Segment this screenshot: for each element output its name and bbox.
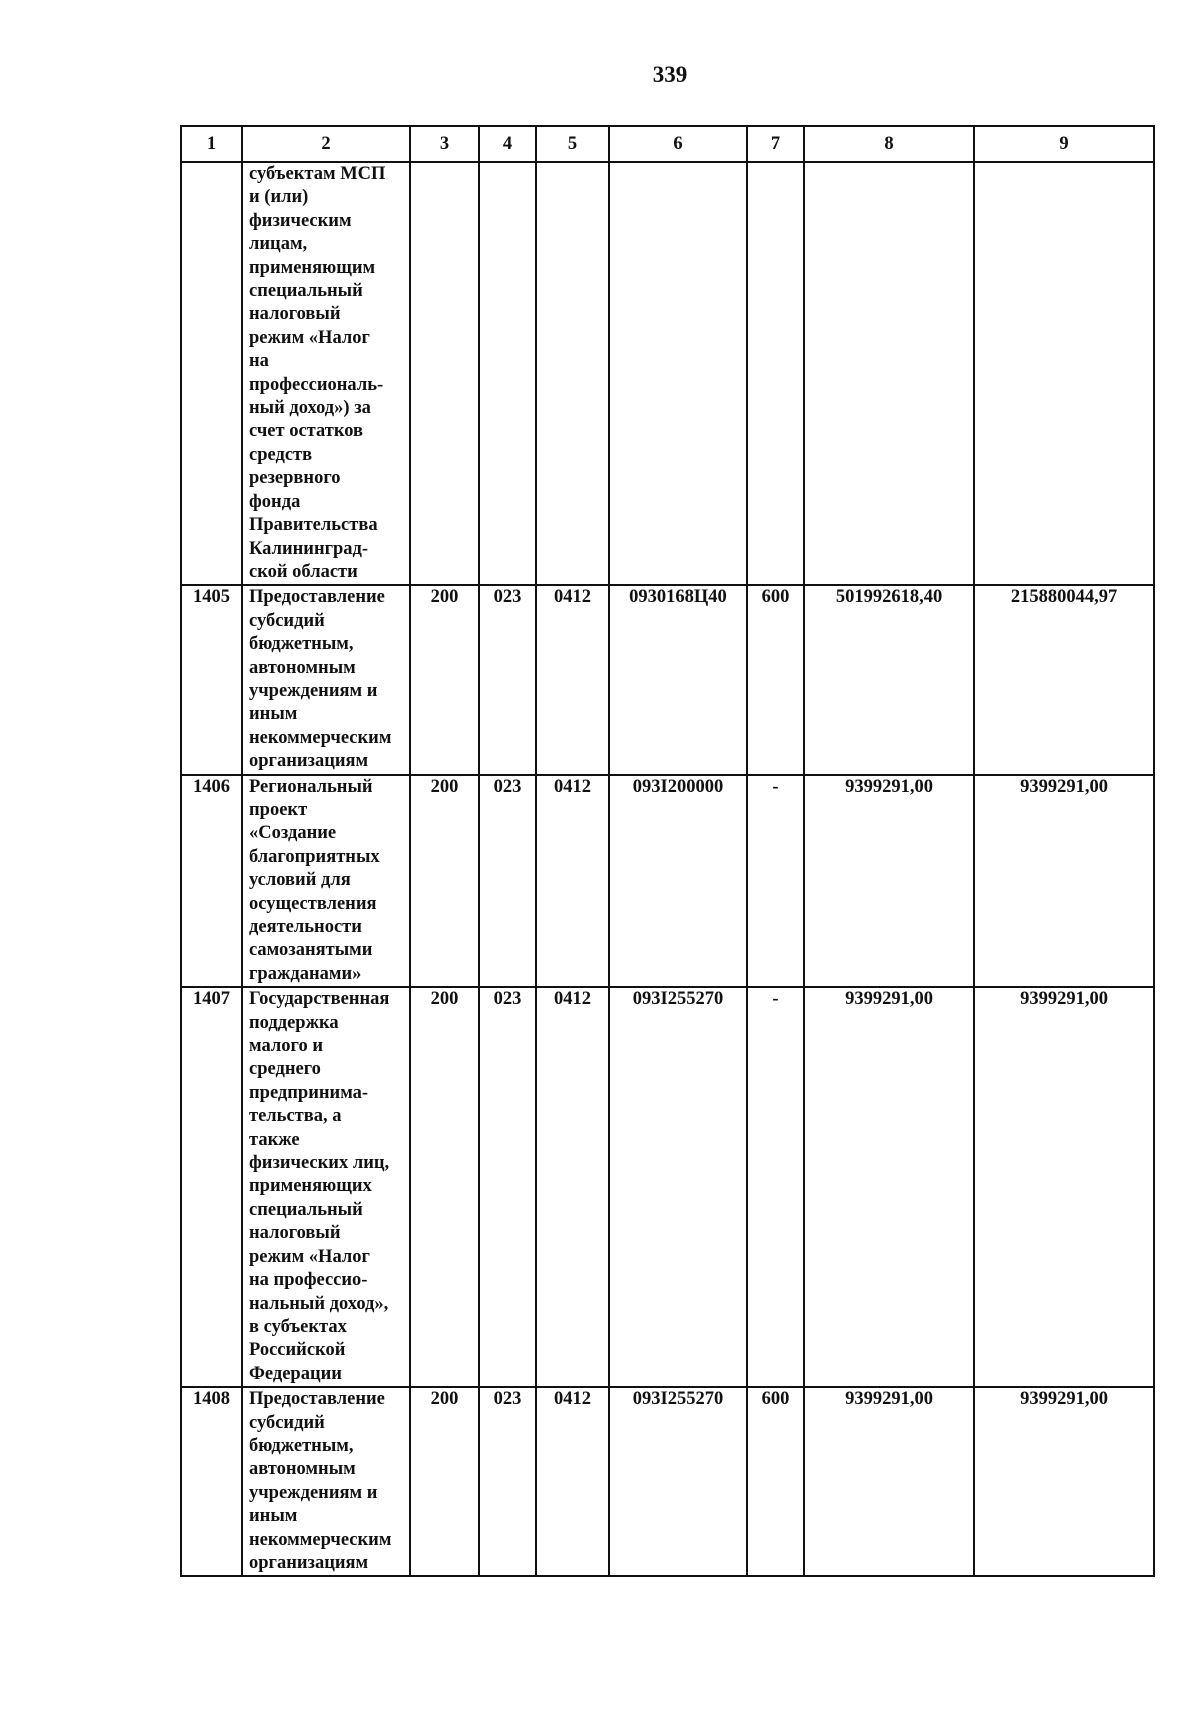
page-number: 339 bbox=[652, 62, 688, 87]
cell-col8: 9399291,00 bbox=[804, 775, 974, 988]
cell-col3 bbox=[410, 162, 479, 585]
row-number-cell bbox=[181, 162, 242, 585]
table-row bbox=[181, 987, 1154, 1387]
row-number-cell: 1407 bbox=[181, 987, 242, 1387]
row-name-cell: Государственная поддержка малого и среднего предпринима- тельства, а также физических лиц, применяющих специальный налоговый режим «Налог на профессио- нальный доход», в субъектах Российской Федерации bbox=[242, 987, 410, 1387]
cell-col7 bbox=[747, 162, 804, 585]
cell-col8: 9399291,00 bbox=[804, 1387, 974, 1576]
row-name-cell: Предоставление субсидий бюджетным, автономным учреждениям и иным некоммерческим организациям bbox=[242, 1387, 410, 1576]
column-header: 3 bbox=[410, 126, 479, 162]
cell-col4: 023 bbox=[479, 987, 536, 1387]
cell-col9: 215880044,97 bbox=[974, 585, 1154, 774]
row-number-cell: 1405 bbox=[181, 585, 242, 774]
column-header: 8 bbox=[804, 126, 974, 162]
budget-table bbox=[180, 125, 1155, 1577]
cell-col7: - bbox=[747, 775, 804, 988]
cell-col4: 023 bbox=[479, 585, 536, 774]
cell-col5: 0412 bbox=[536, 585, 609, 774]
column-header: 7 bbox=[747, 126, 804, 162]
column-header: 4 bbox=[479, 126, 536, 162]
table-row bbox=[181, 1387, 1154, 1576]
cell-col3: 200 bbox=[410, 987, 479, 1387]
column-header: 6 bbox=[609, 126, 747, 162]
cell-col9: 9399291,00 bbox=[974, 775, 1154, 988]
cell-col6 bbox=[609, 162, 747, 585]
cell-col5: 0412 bbox=[536, 987, 609, 1387]
cell-col8: 9399291,00 bbox=[804, 987, 974, 1387]
table-row bbox=[181, 162, 1154, 585]
cell-col9 bbox=[974, 162, 1154, 585]
cell-col9: 9399291,00 bbox=[974, 1387, 1154, 1576]
row-number-cell: 1408 bbox=[181, 1387, 242, 1576]
table-row bbox=[181, 775, 1154, 988]
cell-col8: 501992618,40 bbox=[804, 585, 974, 774]
column-header: 9 bbox=[974, 126, 1154, 162]
row-name-cell: субъектам МСП и (или) физическим лицам, применяющим специальный налоговый режим «Налог на профессиональ- ный доход») за счет остатков средств резервного фонда Правительства Калининград- ской области bbox=[242, 162, 410, 585]
cell-col3: 200 bbox=[410, 1387, 479, 1576]
row-number-cell: 1406 bbox=[181, 775, 242, 988]
cell-col7: - bbox=[747, 987, 804, 1387]
column-header: 1 bbox=[181, 126, 242, 162]
cell-col6: 093I255270 bbox=[609, 1387, 747, 1576]
column-header: 5 bbox=[536, 126, 609, 162]
row-name-cell: Предоставление субсидий бюджетным, автономным учреждениям и иным некоммерческим организациям bbox=[242, 585, 410, 774]
cell-col4: 023 bbox=[479, 775, 536, 988]
cell-col9: 9399291,00 bbox=[974, 987, 1154, 1387]
cell-col6: 0930168Ц40 bbox=[609, 585, 747, 774]
cell-col3: 200 bbox=[410, 775, 479, 988]
cell-col7: 600 bbox=[747, 1387, 804, 1576]
cell-col4 bbox=[479, 162, 536, 585]
column-header: 2 bbox=[242, 126, 410, 162]
cell-col7: 600 bbox=[747, 585, 804, 774]
cell-col6: 093I200000 bbox=[609, 775, 747, 988]
cell-col5: 0412 bbox=[536, 775, 609, 988]
cell-col5 bbox=[536, 162, 609, 585]
cell-col4: 023 bbox=[479, 1387, 536, 1576]
cell-col8 bbox=[804, 162, 974, 585]
table-header-row bbox=[181, 126, 1154, 162]
cell-col3: 200 bbox=[410, 585, 479, 774]
cell-col6: 093I255270 bbox=[609, 987, 747, 1387]
row-name-cell: Региональный проект «Создание благоприятных условий для осуществления деятельности самозанятыми гражданами» bbox=[242, 775, 410, 988]
cell-col5: 0412 bbox=[536, 1387, 609, 1576]
table-row bbox=[181, 585, 1154, 774]
